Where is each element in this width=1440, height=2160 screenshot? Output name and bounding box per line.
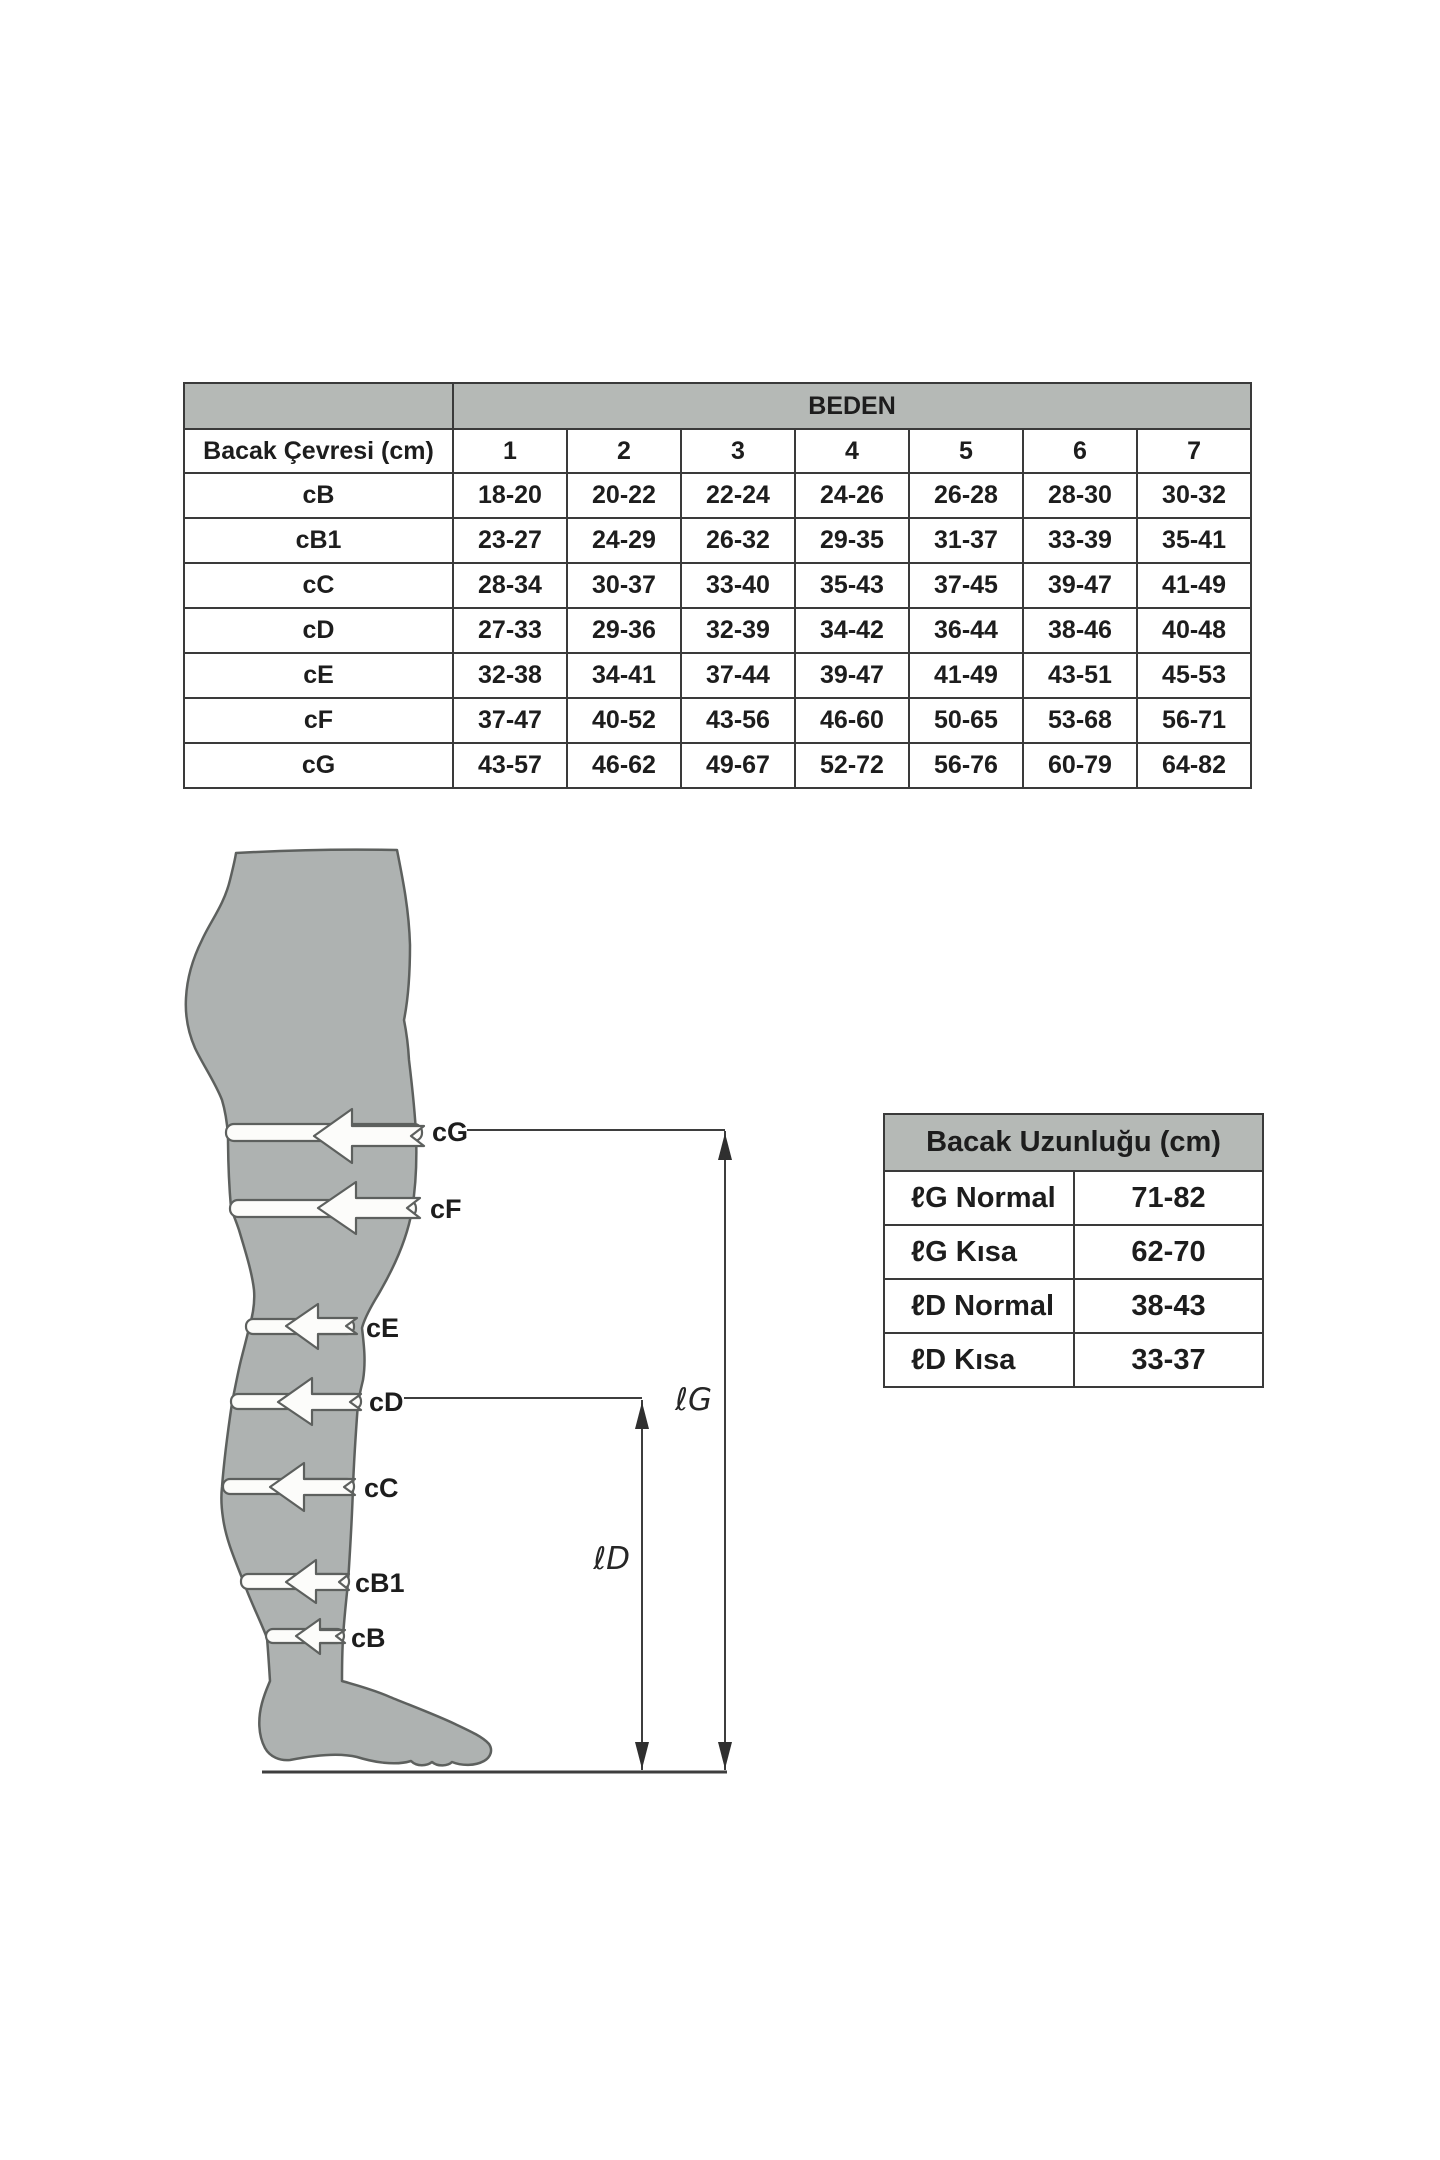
size-value-cell: 46-62 [567, 743, 681, 788]
length-table-header-row [884, 1114, 1263, 1171]
size-table-title: BEDEN [453, 383, 1251, 429]
length-value: 33-37 [1074, 1333, 1263, 1387]
length-value: 38-43 [1074, 1279, 1263, 1333]
size-value-cell: 52-72 [795, 743, 909, 788]
size-value-cell: 41-49 [909, 653, 1023, 698]
length-table-title: Bacak Uzunluğu (cm) [884, 1114, 1263, 1171]
row-header-label: Bacak Çevresi (cm) [184, 429, 453, 473]
size-value-cell: 56-76 [909, 743, 1023, 788]
size-value-cell: 49-67 [681, 743, 795, 788]
cg-label: cG [432, 1117, 469, 1147]
size-column-header-6: 6 [1023, 429, 1137, 473]
size-value-cell: 32-39 [681, 608, 795, 653]
ld-bottom-arrowhead [635, 1742, 649, 1769]
size-value-cell: 26-32 [681, 518, 795, 563]
size-value-cell: 28-34 [453, 563, 567, 608]
size-value-cell: 40-48 [1137, 608, 1251, 653]
size-value-cell: 30-37 [567, 563, 681, 608]
length-label: ℓG Normal [884, 1171, 1074, 1225]
size-column-header-7: 7 [1137, 429, 1251, 473]
size-value-cell: 41-49 [1137, 563, 1251, 608]
cf-label: cF [430, 1194, 462, 1224]
size-value-cell: 35-41 [1137, 518, 1251, 563]
measure-label: cC [184, 563, 453, 608]
lg-bottom-arrowhead [718, 1742, 732, 1769]
size-value-cell: 43-57 [453, 743, 567, 788]
size-value-cell: 37-45 [909, 563, 1023, 608]
length-table [883, 1113, 1264, 1388]
measure-label: cG [184, 743, 453, 788]
measure-label: cF [184, 698, 453, 743]
cc-label: cC [364, 1473, 399, 1503]
length-label: ℓG Kısa [884, 1225, 1074, 1279]
size-value-cell: 45-53 [1137, 653, 1251, 698]
size-column-header-1: 1 [453, 429, 567, 473]
size-value-cell: 40-52 [567, 698, 681, 743]
size-value-cell: 56-71 [1137, 698, 1251, 743]
size-value-cell: 64-82 [1137, 743, 1251, 788]
ce-label: cE [366, 1313, 400, 1343]
length-value: 71-82 [1074, 1171, 1263, 1225]
size-value-cell: 39-47 [795, 653, 909, 698]
size-value-cell: 31-37 [909, 518, 1023, 563]
size-value-cell: 22-24 [681, 473, 795, 518]
cb-label: cB [351, 1623, 386, 1653]
length-table-row [884, 1279, 1263, 1333]
ld-top-arrowhead [635, 1402, 649, 1429]
length-table-row [884, 1333, 1263, 1387]
size-value-cell: 34-41 [567, 653, 681, 698]
size-value-cell: 46-60 [795, 698, 909, 743]
ld-length-label: ℓD [593, 1541, 630, 1577]
measure-label: cB1 [184, 518, 453, 563]
size-value-cell: 38-46 [1023, 608, 1137, 653]
cb1-label: cB1 [355, 1568, 405, 1598]
measure-label: cE [184, 653, 453, 698]
measure-label: cD [184, 608, 453, 653]
size-value-cell: 53-68 [1023, 698, 1137, 743]
lg-top-arrowhead [718, 1133, 732, 1160]
size-column-header-2: 2 [567, 429, 681, 473]
length-label: ℓD Kısa [884, 1333, 1074, 1387]
length-value: 62-70 [1074, 1225, 1263, 1279]
size-value-cell: 23-27 [453, 518, 567, 563]
length-table-row [884, 1225, 1263, 1279]
lg-length-label: ℓG [675, 1382, 712, 1418]
size-value-cell: 37-44 [681, 653, 795, 698]
size-value-cell: 24-29 [567, 518, 681, 563]
length-table-row [884, 1171, 1263, 1225]
size-column-header-3: 3 [681, 429, 795, 473]
size-value-cell: 29-36 [567, 608, 681, 653]
size-value-cell: 60-79 [1023, 743, 1137, 788]
size-value-cell: 50-65 [909, 698, 1023, 743]
length-label: ℓD Normal [884, 1279, 1074, 1333]
size-value-cell: 29-35 [795, 518, 909, 563]
size-value-cell: 33-39 [1023, 518, 1137, 563]
size-value-cell: 28-30 [1023, 473, 1137, 518]
size-column-header-4: 4 [795, 429, 909, 473]
size-value-cell: 36-44 [909, 608, 1023, 653]
size-column-header-5: 5 [909, 429, 1023, 473]
size-value-cell: 32-38 [453, 653, 567, 698]
size-value-cell: 34-42 [795, 608, 909, 653]
size-value-cell: 43-56 [681, 698, 795, 743]
size-value-cell: 35-43 [795, 563, 909, 608]
size-value-cell: 24-26 [795, 473, 909, 518]
size-value-cell: 39-47 [1023, 563, 1137, 608]
size-value-cell: 33-40 [681, 563, 795, 608]
size-value-cell: 37-47 [453, 698, 567, 743]
size-value-cell: 27-33 [453, 608, 567, 653]
size-value-cell: 26-28 [909, 473, 1023, 518]
cd-label: cD [369, 1387, 404, 1417]
size-value-cell: 43-51 [1023, 653, 1137, 698]
measure-label: cB [184, 473, 453, 518]
size-value-cell: 18-20 [453, 473, 567, 518]
size-value-cell: 20-22 [567, 473, 681, 518]
size-value-cell: 30-32 [1137, 473, 1251, 518]
